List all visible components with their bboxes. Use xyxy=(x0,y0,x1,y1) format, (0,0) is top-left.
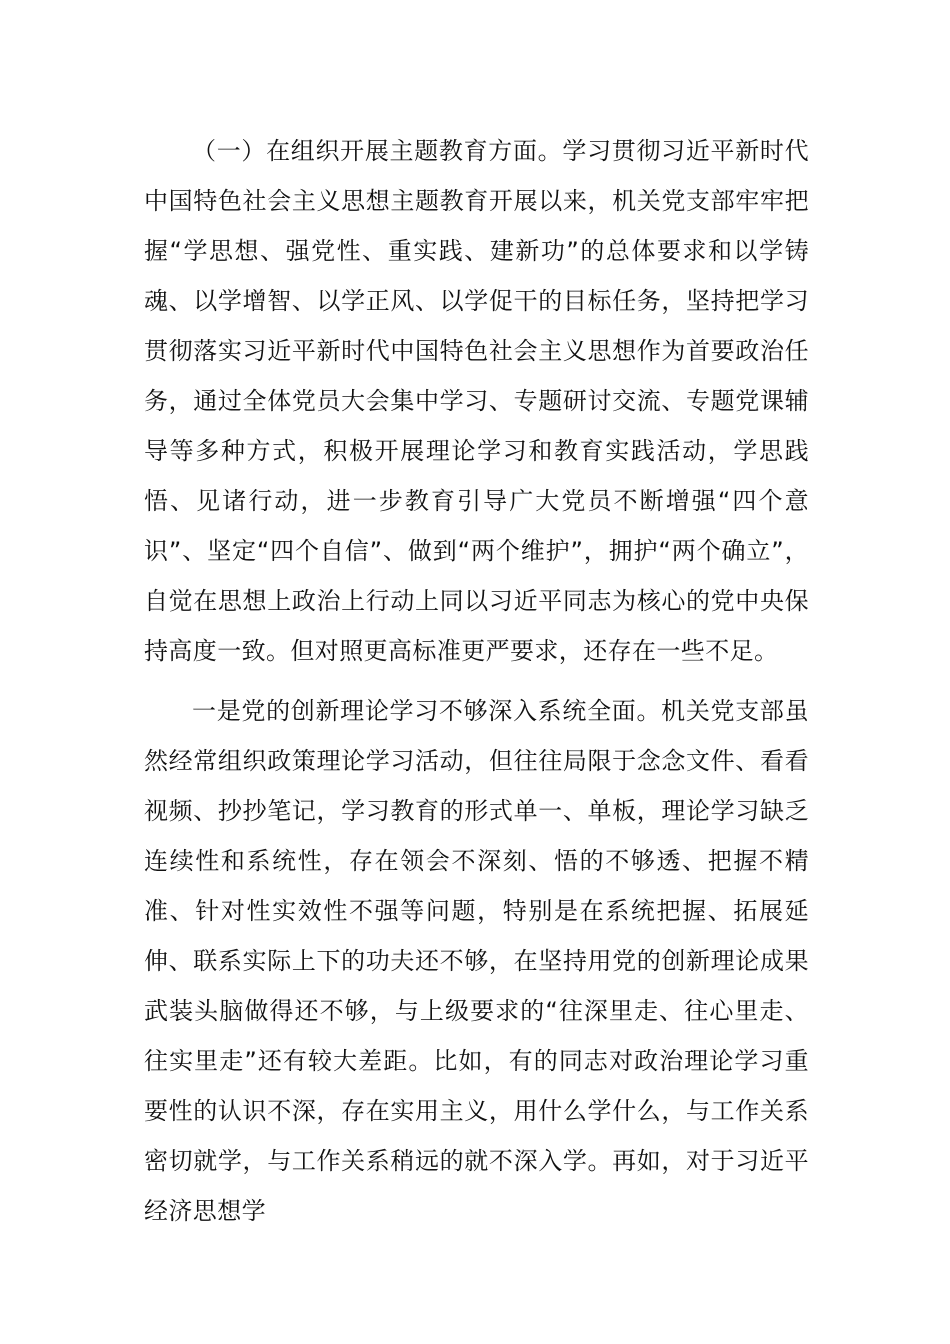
paragraph-theory-study: 一是党的创新理论学习不够深入系统全面。机关党支部虽然经常组织政策理论学习活动，但往往局限于念念文件、看看视频、抄抄笔记，学习教育的形式单一、单板，理论学习缺乏连续性和系统性，存在领会不深刻、悟的不够透、把握不精准、针对性实效性不强等问题，特别是在系统把握、拓展延伸、联系实际上下的功夫还不够，在坚持用党的创新理论成果武装头脑做得还不够，与上级要求的“往深里走、往心里走、往实里走”还有较大差距。比如，有的同志对政治理论学习重要性的认识不深，存在实用主义，用什么学什么，与工作关系密切就学，与工作关系稍远的就不深入学。再如，对于习近平经济思想学 xyxy=(144,697,809,1225)
paragraph-theme-education: （一）在组织开展主题教育方面。学习贯彻习近平新时代中国特色社会主义思想主题教育开展以来，机关党支部牢牢把握“学思想、强党性、重实践、建新功”的总体要求和以学铸魂、以学增智、以学正风、以学促干的目标任务，坚持把学习贯彻落实习近平新时代中国特色社会主义思想作为首要政治任务，通过全体党员大会集中学习、专题研讨交流、专题党课辅导等多种方式，积极开展理论学习和教育实践活动，学思践悟、见诸行动，进一步教育引导广大党员不断增强“四个意识”、坚定“四个自信”、做到“两个维护”，拥护“两个确立”，自觉在思想上政治上行动上同以习近平同志为核心的党中央保持高度一致。但对照更高标准更严要求，还存在一些不足。 xyxy=(144,137,809,665)
document-page xyxy=(144,126,809,1246)
